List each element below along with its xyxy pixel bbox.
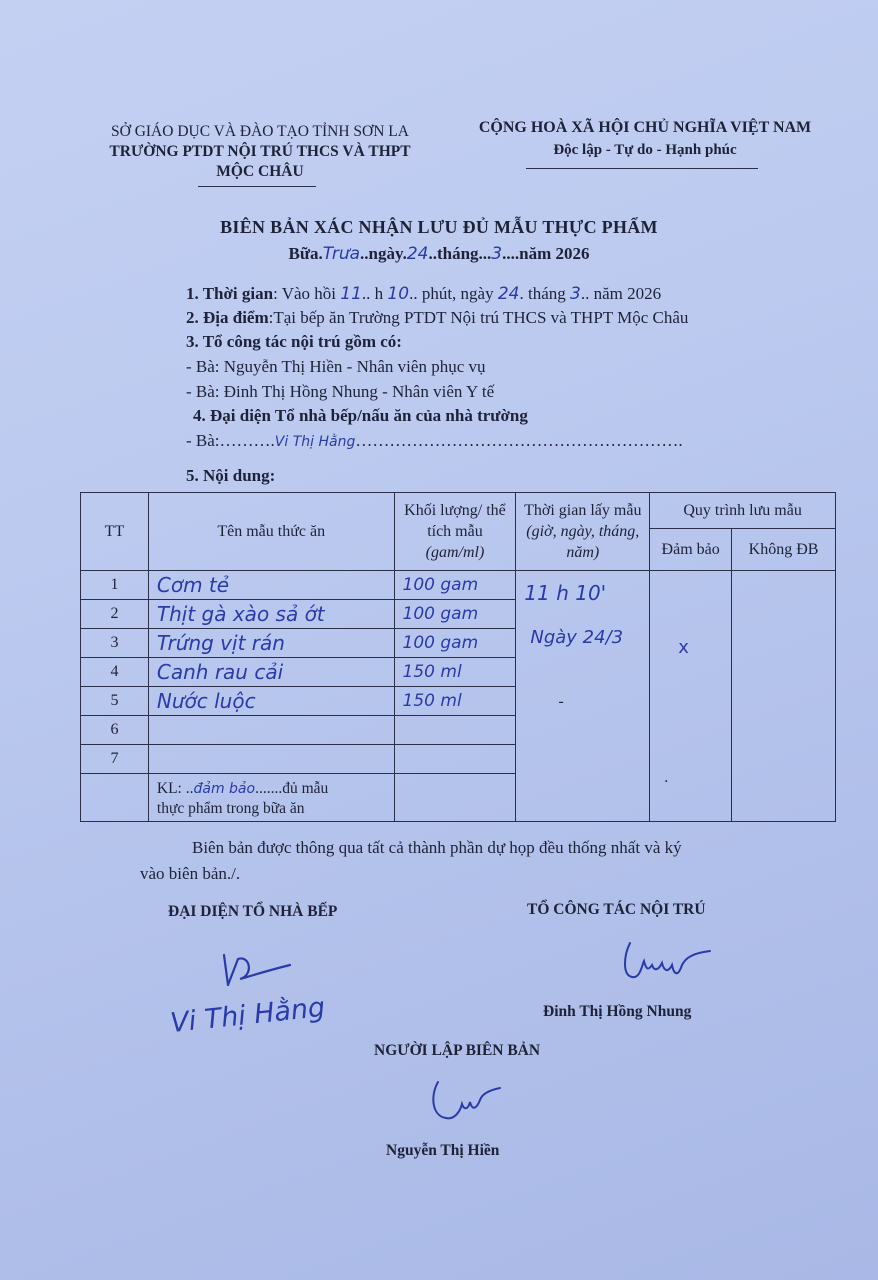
sample-table (80, 492, 836, 822)
section-team-label: 3. Tổ công tác nội trú gồm có: (186, 332, 402, 351)
kitchen-signature-title: ĐẠI DIỆN TỔ NHÀ BẾP (168, 903, 338, 920)
time-value-hour: 11 h 10' (524, 581, 607, 605)
ok-cell (650, 571, 732, 822)
row-mass: 100 gam (394, 629, 516, 658)
document-subtitle (0, 244, 878, 264)
boarding-signer-name: Đinh Thị Hồng Nhung (543, 1003, 692, 1020)
row-tt: 7 (81, 745, 149, 774)
time-year: .. năm 2026 (580, 284, 662, 303)
school-location: MỘC CHÂU (216, 163, 304, 180)
header-process: Quy trình lưu mẫu (650, 493, 836, 529)
row-mass: 100 gam (394, 600, 516, 629)
header-left (60, 122, 460, 182)
time-month-label: . tháng (519, 284, 566, 303)
section-location (186, 308, 688, 328)
row-mass (394, 716, 516, 745)
time-month: 3 (570, 284, 581, 304)
time-cell (516, 571, 650, 822)
row-mass: 100 gam (394, 571, 516, 600)
header-food-name: Tên mẫu thức ăn (148, 493, 394, 571)
section-location-label: 2. Địa điểm (186, 308, 269, 327)
row-tt: 3 (81, 629, 149, 658)
recorder-signature-title: NGƯỜI LẬP BIÊN BẢN (374, 1042, 541, 1059)
time-minute: 10 (387, 284, 410, 304)
row-mass: 150 ml (394, 687, 516, 716)
header-mass (394, 493, 516, 571)
header-mass-unit: (gam/ml) (425, 544, 485, 561)
conclusion-suffix: .......đủ mẫu (255, 779, 329, 797)
recorder-signature-mark (424, 1076, 514, 1126)
time-value-date: Ngày 24/3 (530, 627, 624, 648)
meal-value: Trưa (322, 244, 361, 264)
section-location-text: :Tại bếp ăn Trường PTDT Nội trú THCS và THPT Mộc Châu (268, 308, 689, 327)
conclusion-line-1 (157, 779, 394, 799)
meal-label: Bữa. (288, 244, 323, 263)
kitchen-signature-mark (210, 945, 300, 995)
row-mass (394, 745, 516, 774)
row-food-name (148, 716, 394, 745)
header-not-ok: Không ĐB (732, 529, 836, 571)
header-left-underline (198, 186, 316, 187)
header-right (455, 116, 835, 162)
country-motto: Độc lập - Tự do - Hạnh phúc (553, 142, 737, 158)
row-mass: 150 ml (394, 658, 516, 687)
conclusion-line-2: thực phẩm trong bữa ăn (156, 799, 305, 817)
header-time-text: Thời gian lấy mẫu (524, 502, 642, 519)
row-food-name (148, 745, 394, 774)
time-dash: - (558, 693, 564, 710)
team-member: - Bà: Đinh Thị Hồng Nhung - Nhân viên Y tế (186, 382, 495, 401)
row-tt: 6 (81, 716, 149, 745)
header-right-underline (526, 168, 758, 169)
header-time (516, 493, 650, 571)
closing-line-1: Biên bản được thông qua tất cả thành phần dự họp đều thống nhất và ký (192, 838, 682, 857)
section-content-label: 5. Nội dung: (186, 466, 276, 485)
conclusion-mass-empty (394, 774, 516, 822)
document-title: BIÊN BẢN XÁC NHẬN LƯU ĐỦ MẪU THỰC PHẨM (220, 217, 658, 237)
row-tt-empty (81, 774, 149, 822)
ok-mark: x (678, 637, 689, 658)
boarding-signature-mark (614, 935, 724, 985)
boarding-signature-title: TỔ CÔNG TÁC NỘI TRÚ (527, 901, 706, 918)
kitchen-signature-name: Vi Thị Hằng (168, 991, 327, 1040)
section-time (186, 284, 661, 304)
section-kitchen-label: 4. Đại diện Tổ nhà bếp/nấu ăn của nhà trường (193, 406, 528, 425)
recorder-name: Nguyễn Thị Hiền (386, 1142, 500, 1159)
year-label: ....năm 2026 (502, 244, 590, 263)
row-tt: 5 (81, 687, 149, 716)
conclusion-cell (148, 774, 394, 822)
header-time-unit: (giờ, ngày, tháng, năm) (526, 523, 640, 561)
kitchen-rep-name: Vi Thị Hằng (274, 434, 356, 450)
department-name: SỞ GIÁO DỤC VÀ ĐÀO TẠO TỈNH SƠN LA (111, 123, 409, 140)
section-time-text: : Vào hồi (273, 284, 337, 303)
header-tt: TT (81, 493, 149, 571)
row-tt: 1 (81, 571, 149, 600)
row-food-name: Nước luộc (148, 687, 394, 716)
row-food-name: Canh rau cải (148, 658, 394, 687)
day-label: ..ngày. (360, 244, 407, 263)
kitchen-representative (186, 431, 683, 451)
month-value: 3 (491, 244, 503, 264)
header-ok: Đảm bảo (650, 529, 732, 571)
section-time-label: 1. Thời gian (186, 284, 274, 303)
time-day: 24 (497, 284, 520, 304)
row-food-name: Trứng vịt rán (148, 629, 394, 658)
header-mass-text: Khối lượng/ thể tích mẫu (404, 502, 506, 540)
kitchen-rep-prefix: - Bà:………. (186, 431, 275, 450)
closing-line-2: vào biên bản./. (140, 864, 241, 883)
row-food-name: Cơm tẻ (148, 571, 394, 600)
conclusion-prefix: KL: .. (156, 779, 194, 797)
row-food-name: Thịt gà xào sả ớt (148, 600, 394, 629)
month-label: ..tháng... (428, 244, 492, 263)
time-hour: 11 (340, 284, 362, 304)
ok-dot: . (664, 769, 669, 786)
time-hour-unit: .. h (361, 284, 384, 303)
conclusion-value: đảm bảo (193, 780, 256, 797)
team-member: - Bà: Nguyễn Thị Hiền - Nhân viên phục vụ (186, 357, 486, 376)
row-tt: 2 (81, 600, 149, 629)
day-value: 24 (406, 244, 429, 264)
school-name: TRƯỜNG PTDT NỘI TRÚ THCS VÀ THPT (109, 143, 411, 160)
time-minute-unit: .. phút, ngày (409, 284, 494, 303)
not-ok-cell (732, 571, 836, 822)
country-name: CỘNG HOÀ XÃ HỘI CHỦ NGHĨA VIỆT NAM (478, 119, 812, 136)
kitchen-rep-dots: …………………………………………………. (355, 431, 683, 450)
row-tt: 4 (81, 658, 149, 687)
